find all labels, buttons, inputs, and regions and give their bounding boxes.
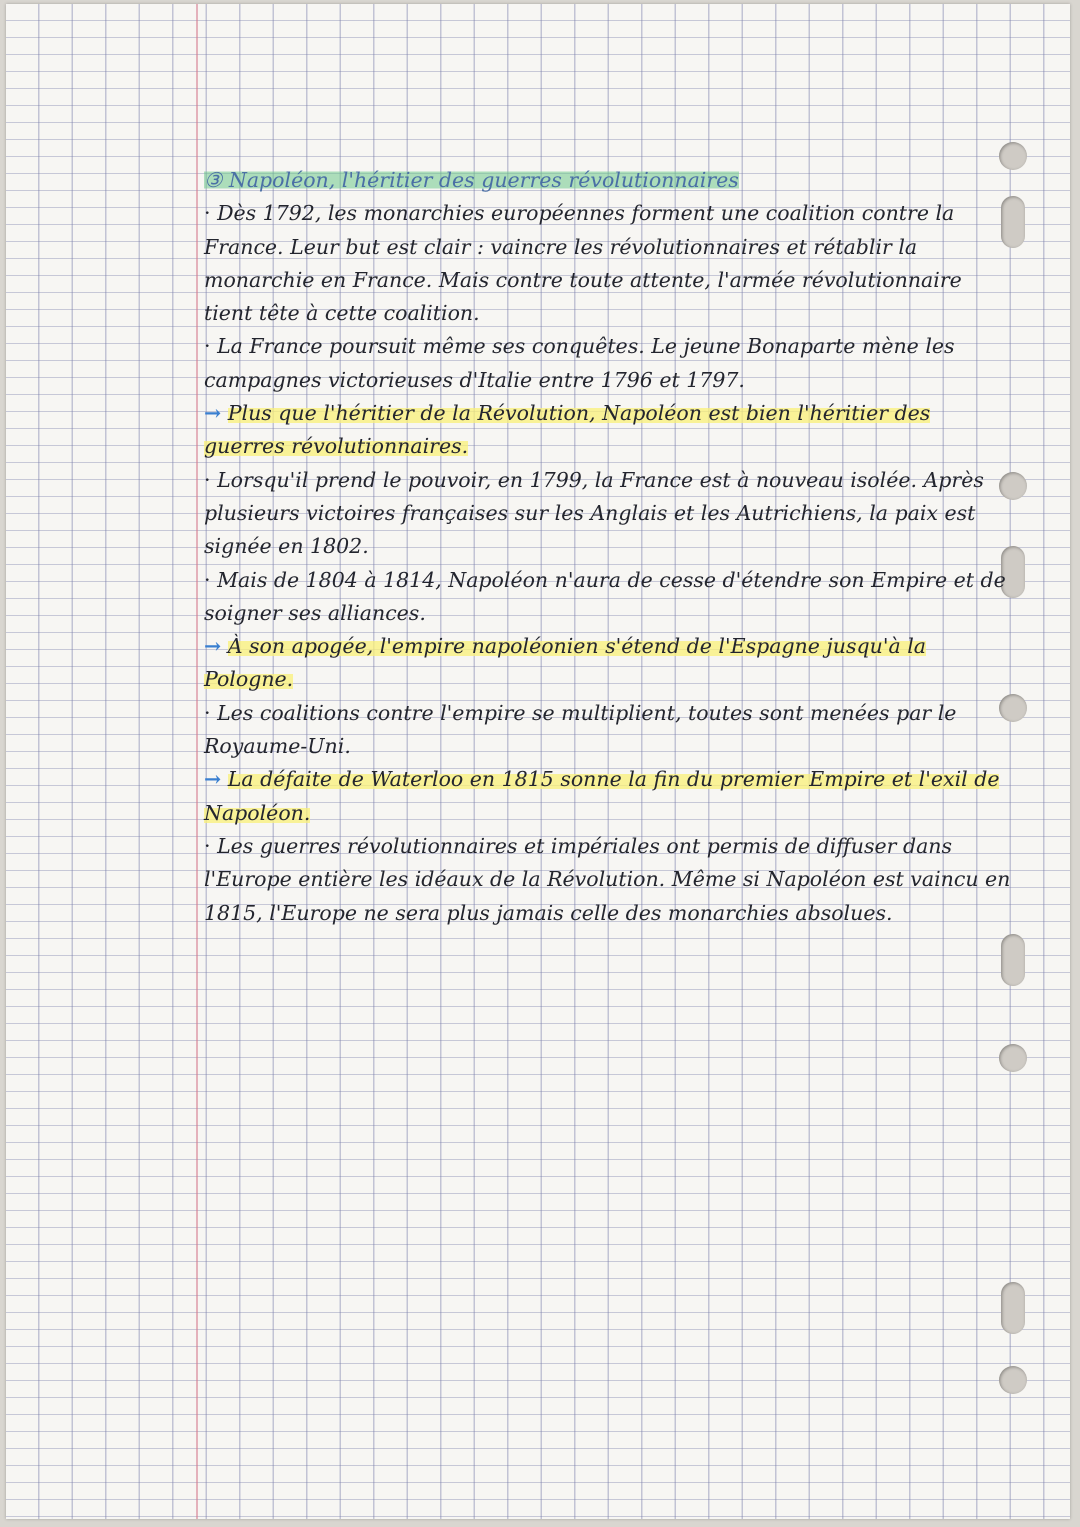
binder-hole xyxy=(999,1366,1027,1394)
bullet-dot-icon: · xyxy=(204,467,211,492)
notes-content xyxy=(204,164,1014,930)
bullet-dot-icon: · xyxy=(204,833,211,858)
binder-hole xyxy=(1001,934,1025,986)
bullet-dot-icon: · xyxy=(204,567,211,592)
key-point xyxy=(204,630,1014,697)
note-paragraph xyxy=(204,830,1014,930)
note-text: Les guerres révolutionnaires et impériales ont permis de diffuser dans l'Europe entière les idéaux de la Révolution. Même si Napoléon est vaincu en 1815, l'Europe ne sera plus jamais celle des monarchies absolues. xyxy=(204,833,1011,925)
binder-hole xyxy=(999,1044,1027,1072)
arrow-right-icon: → xyxy=(204,767,222,792)
note-paragraph xyxy=(204,197,1014,330)
note-text: Lorsqu'il prend le pouvoir, en 1799, la France est à nouveau isolée. Après plusieurs victoires françaises sur les Anglais et les Autrichiens, la paix est signée en 1802. xyxy=(204,467,984,559)
bullet-dot-icon: · xyxy=(204,700,211,725)
notebook-page xyxy=(6,4,1070,1519)
binder-hole xyxy=(1001,1282,1025,1334)
key-point xyxy=(204,763,1014,830)
bullet-dot-icon: · xyxy=(204,334,211,359)
note-text: Dès 1792, les monarchies européennes forment une coalition contre la France. Leur but est clair : vaincre les révolutionnaires et rétablir la monarchie en France. Mais contre toute attente, l'armée révolutionnaire tient tête à cette coalition. xyxy=(204,201,962,326)
note-text: La France poursuit même ses conquêtes. Le jeune Bonaparte mène les campagnes victorieuses d'Italie entre 1796 et 1797. xyxy=(204,334,955,392)
section-title: ③ Napoléon, l'héritier des guerres révolutionnaires xyxy=(204,168,739,192)
note-paragraph xyxy=(204,697,1014,764)
note-paragraph xyxy=(204,464,1014,564)
note-text: Les coalitions contre l'empire se multiplient, toutes sont menées par le Royaume-Uni. xyxy=(204,700,957,759)
arrow-right-icon: → xyxy=(204,401,222,426)
highlighted-text: Plus que l'héritier de la Révolution, Napoléon est bien l'héritier des guerres révolutionnaires. xyxy=(204,401,931,459)
section-title-line xyxy=(204,164,1014,197)
highlighted-text: À son apogée, l'empire napoléonien s'étend de l'Espagne jusqu'à la Pologne. xyxy=(204,634,926,692)
note-text: Mais de 1804 à 1814, Napoléon n'aura de cesse d'étendre son Empire et de soigner ses alliances. xyxy=(204,567,1006,625)
key-point xyxy=(204,397,1014,464)
arrow-right-icon: → xyxy=(204,634,222,659)
note-paragraph xyxy=(204,330,1014,397)
bullet-dot-icon: · xyxy=(204,201,211,226)
margin-line xyxy=(196,4,198,1519)
highlighted-text: La défaite de Waterloo en 1815 sonne la fin du premier Empire et l'exil de Napoléon. xyxy=(204,767,1000,825)
note-paragraph xyxy=(204,564,1014,631)
